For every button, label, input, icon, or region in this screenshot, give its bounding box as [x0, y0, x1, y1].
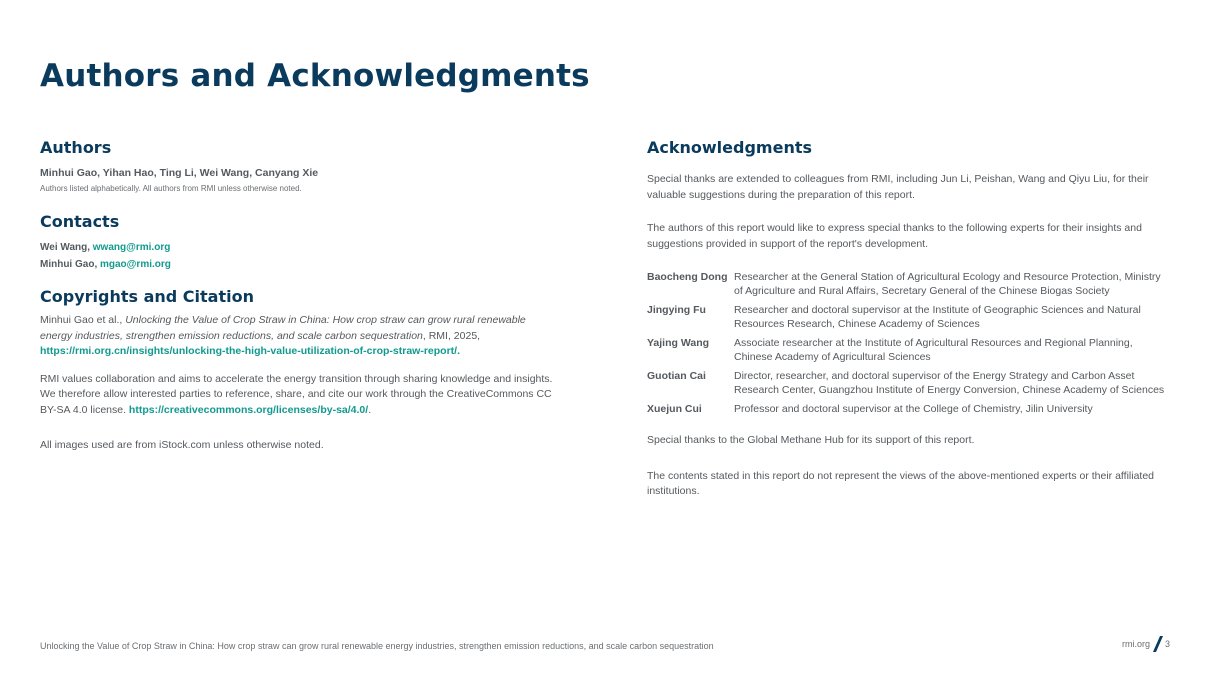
expert-name: Baocheng Dong [647, 271, 728, 283]
expert-row [647, 402, 1172, 416]
right-column [647, 138, 1172, 500]
contact-name: Minhui Gao, [40, 259, 98, 270]
left-column [40, 138, 555, 454]
license-end: . [368, 403, 372, 416]
experts-list [647, 270, 1172, 416]
expert-description: Associate researcher at the Institute of Agricultural Resources and Regional Planning, Chinese Academy of Agricultural Sciences [734, 337, 1133, 363]
expert-row [647, 270, 1172, 298]
citation-prefix: Minhui Gao et al., [40, 314, 123, 326]
citation-paragraph [40, 313, 555, 360]
citation-link[interactable]: https://rmi.org.cn/insights/unlocking-the-high-value-utilization-of-crop-straw-report/ [40, 345, 458, 357]
expert-row [647, 336, 1172, 364]
page-title: Authors and Acknowledgments [40, 58, 590, 94]
citation-title: Unlocking the Value of Crop Straw in China: How crop straw can grow rural renewable energy industries, strengthen emission reductions, and scale carbon sequestration [40, 314, 526, 342]
expert-description: Director, researcher, and doctoral supervisor of the Energy Strategy and Carbon Asset Research Center, Guangzhou Institute of Energy Conversion, Chinese Academy of Sciences [734, 370, 1165, 396]
contact-minhui-gao [40, 256, 555, 273]
copyrights-heading: Copyrights and Citation [40, 287, 254, 306]
expert-name: Yajing Wang [647, 337, 710, 349]
license-text: RMI values collaboration and aims to accelerate the energy transition through sharing knowledge and insights. We therefore allow interested parties to reference, share, and cite our work through the CreativeCommons CC BY-SA 4.0 license. [40, 372, 553, 416]
expert-description: Researcher and doctoral supervisor at the Institute of Geographic Sciences and Natural Resources Research, Chinese Academy of Sciences [734, 304, 1141, 330]
ack-paragraph-methane-hub: Special thanks to the Global Methane Hub for its support of this report. [647, 434, 975, 446]
slash-divider-icon [1153, 636, 1163, 652]
contact-email-link[interactable]: mgao@rmi.org [100, 259, 171, 270]
authors-names: Minhui Gao, Yihan Hao, Ting Li, Wei Wang, Canyang Xie [40, 167, 319, 179]
contact-name: Wei Wang, [40, 242, 90, 253]
license-link[interactable]: https://creativecommons.org/licenses/by-sa/4.0/ [128, 403, 369, 416]
citation-end: . [457, 345, 460, 357]
images-note: All images used are from iStock.com unless otherwise noted. [40, 439, 324, 451]
citation-suffix: , RMI, 2025, [422, 329, 481, 342]
acknowledgments-heading: Acknowledgments [647, 138, 812, 157]
contacts-heading: Contacts [40, 212, 120, 231]
expert-row [647, 303, 1172, 331]
page-number: 3 [1164, 639, 1170, 649]
ack-paragraph-experts-intro: The authors of this report would like to express special thanks to the following experts for their insights and suggestions provided in support of the report's development. [647, 222, 1142, 250]
expert-name: Xuejun Cui [647, 403, 702, 415]
contact-email-link[interactable]: wwang@rmi.org [92, 242, 171, 253]
authors-heading: Authors [40, 138, 112, 157]
ack-paragraph-colleagues: Special thanks are extended to colleagues from RMI, including Jun Li, Peishan, Wang and Qiyu Liu, for their valuable suggestions during the preparation of this report. [647, 173, 1149, 201]
ack-paragraph-disclaimer: The contents stated in this report do not represent the views of the above-mentioned experts or their affiliated institutions. [647, 469, 1155, 497]
footer-page-info [1122, 636, 1170, 652]
expert-row [647, 369, 1172, 397]
contact-wei-wang [40, 239, 555, 256]
authors-note: Authors listed alphabetically. All authors from RMI unless otherwise noted. [40, 184, 302, 193]
expert-description: Researcher at the General Station of Agricultural Ecology and Resource Protection, Ministry of Agriculture and Rural Affairs, Secretary General of the Chinese Biogas Society [734, 271, 1161, 297]
license-paragraph [40, 372, 555, 419]
footer-site-link[interactable]: rmi.org [1121, 639, 1150, 649]
footer-report-title: Unlocking the Value of Crop Straw in China: How crop straw can grow rural renewable energy industries, strengthen emission reductions, and scale carbon sequestration [40, 641, 714, 651]
expert-name: Jingying Fu [647, 304, 706, 316]
expert-description: Professor and doctoral supervisor at the College of Chemistry, Jilin University [734, 403, 1093, 415]
expert-name: Guotian Cai [647, 370, 706, 382]
